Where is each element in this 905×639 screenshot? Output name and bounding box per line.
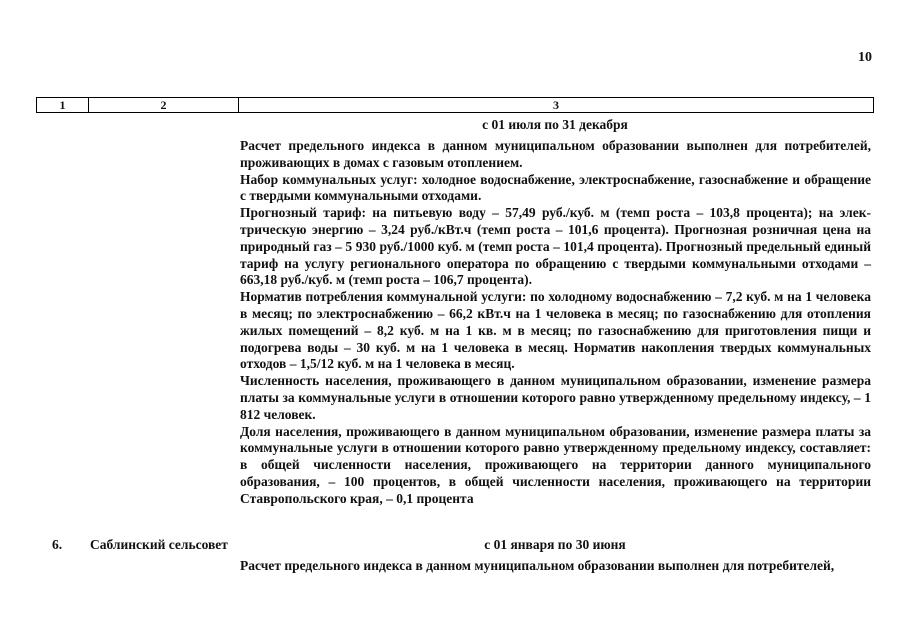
row-6-number: 6.	[52, 537, 63, 552]
row-6-body	[240, 558, 871, 575]
row-6-paragraph: Расчет предельного индекса в данном муниципальном образовании выполнен для потребителей,	[240, 558, 835, 573]
page-number: 10	[858, 50, 872, 65]
paragraph-services: Набор коммунальных услуг: холодное водоснабжение, электроснабжение, газоснабжение и обращение с твердыми коммунальными отходами.	[240, 171, 871, 204]
paragraph-tariffs: Прогнозный тариф: на питьевую воду – 57,49 руб./куб. м (темп роста – 103,8 процента); на электрическую энергию – 3,24 руб./кВт.ч (темп роста – 101,6 процента). Прогнозная розничная цена на природный газ – 5 930 руб./1000 куб. м (темп роста – 101,4 процента). Прогнозный предельный единый тариф на услугу регионального оператора по обращению с твердыми коммунальными отходами – 663,18 руб./куб. м (темп роста – 106,7 процента).	[240, 205, 871, 288]
row-6-period: с 01 января по 30 июня	[484, 537, 626, 552]
row-6-name: Саблинский сельсовет	[90, 537, 228, 552]
section1-body	[240, 138, 871, 508]
paragraph-population: Численность населения, проживающего в данном муниципальном образовании, изменение размера платы за коммунальные услуги в отношении которого равно утвержденному предельному индексу, – 1 812 человек.	[240, 373, 871, 422]
paragraph-consumers: Расчет предельного индекса в данном муниципальном образовании выполнен для потребителей, проживающих в домах с газовым отоплением.	[240, 138, 871, 170]
header-col-1: 1	[37, 98, 89, 112]
section1-period: с 01 июля по 31 декабря	[482, 117, 628, 132]
header-col-3: 3	[553, 98, 559, 112]
paragraph-population-share: Доля населения, проживающего в данном муниципальном образовании, изменение размера платы за коммунальные услуги в отношении которого равно утвержденному предельному индексу, составляет: в общей численности населения, проживающего на территории данного муниципального образования, – 100 процентов, в общей численности населения, проживающего на территории Ставропольского края, – 0,1 процента	[240, 423, 871, 506]
paragraph-norms: Норматив потребления коммунальной услуги: по холодному водоснабжению – 7,2 куб. м на 1 человека в месяц; по электроснабжению – 66,2 кВт.ч на 1 человека в месяц; по газоснабжению для отопления жилых помещений – 8,2 куб. м на 1 кв. м в месяц; по газоснабжению для приготовления пищи и подогрева воды – 30 куб. м на 1 человека в месяц. Норматив накопления твердых коммунальных отходов – 1,5/12 куб. м на 1 человека в месяц.	[240, 289, 871, 372]
header-col-2: 2	[89, 98, 239, 112]
table-header-row	[36, 97, 874, 113]
